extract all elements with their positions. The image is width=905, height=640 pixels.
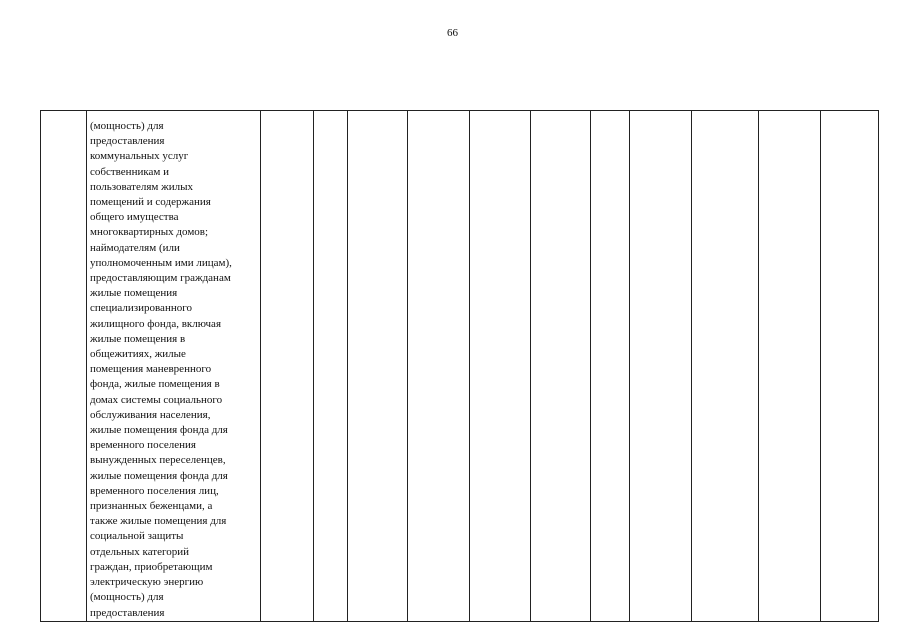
description-line: жилые помещения в — [90, 332, 186, 345]
description-line: граждан, приобретающим — [90, 560, 213, 573]
description-line: специализированного — [90, 302, 192, 315]
empty-cell — [348, 111, 408, 622]
description-line: уполномоченным ими лицам), — [90, 256, 232, 269]
description-line: обслуживания населения, — [90, 408, 211, 421]
description-line: временного поселения — [90, 439, 196, 452]
description-line: наймодателям (или — [90, 241, 180, 254]
table-row — [41, 111, 879, 622]
description-line: пользователям жилых — [90, 180, 193, 193]
page-number: 66 — [447, 27, 458, 39]
description-line: жилые помещения фонда для — [90, 469, 228, 482]
description-line: предоставляющим гражданам — [90, 272, 231, 285]
tariff-table — [40, 110, 879, 622]
description-line: также жилые помещения для — [90, 515, 227, 528]
description-line: фонда, жилые помещения в — [90, 378, 220, 391]
empty-cell — [531, 111, 591, 622]
empty-cell — [821, 111, 879, 622]
description-line: социальной защиты — [90, 530, 184, 543]
description-line: отдельных категорий — [90, 545, 190, 558]
empty-cell — [759, 111, 821, 622]
description-line: общежитиях, жилые — [90, 348, 186, 361]
description-line: (мощность) для — [90, 591, 164, 604]
description-line: предоставления — [90, 606, 165, 619]
description-line: жилищного фонда, включая — [90, 317, 222, 330]
row-number-cell — [41, 111, 87, 622]
description-line: вынужденных переселенцев, — [90, 454, 226, 467]
empty-cell — [261, 111, 314, 622]
description-line: общего имущества — [90, 211, 179, 224]
empty-cell — [470, 111, 531, 622]
description-line: собственникам и — [90, 165, 169, 178]
description-line: временного поселения лиц, — [90, 484, 219, 497]
description-line: жилые помещения — [90, 287, 178, 300]
empty-cell — [314, 111, 348, 622]
description-line: домах системы социального — [90, 393, 223, 406]
description-line: признанных беженцами, а — [90, 500, 213, 513]
description-line: многоквартирных домов; — [90, 226, 209, 239]
description-line: помещения маневренного — [90, 363, 212, 376]
description-line: коммунальных услуг — [90, 150, 189, 163]
empty-cell — [408, 111, 470, 622]
description-line: электрическую энергию — [90, 576, 204, 589]
description-line: помещений и содержания — [90, 196, 211, 209]
empty-cell — [692, 111, 759, 622]
description-line: (мощность) для — [90, 120, 164, 132]
empty-cell — [591, 111, 630, 622]
description-cell — [87, 111, 261, 622]
empty-cell — [630, 111, 692, 622]
description-line: предоставления — [90, 135, 165, 148]
description-line: жилые помещения фонда для — [90, 424, 228, 437]
